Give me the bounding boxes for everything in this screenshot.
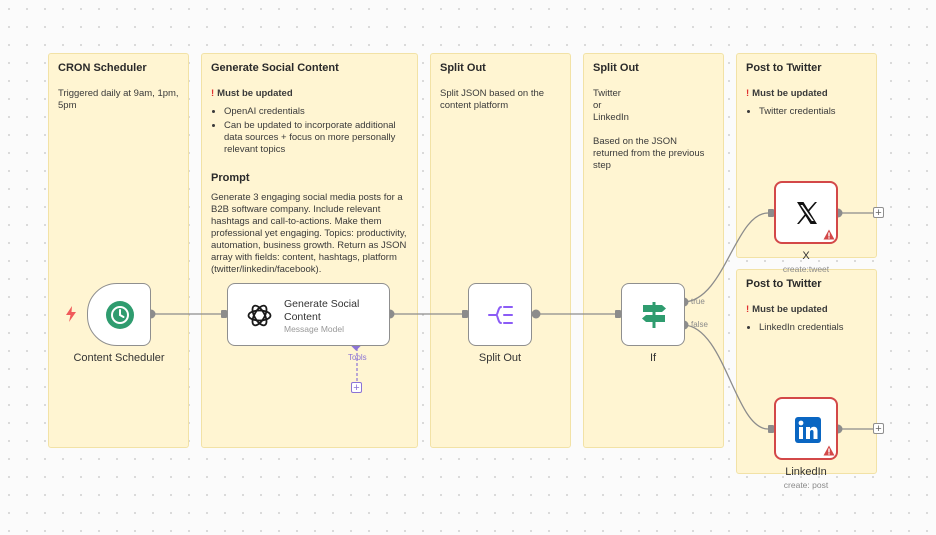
openai-icon — [246, 302, 273, 329]
error-warning-icon — [823, 229, 835, 240]
prompt-text: Generate 3 engaging social media posts for a B2B software company. Include relevant hashtags and call-to-actions. Make them professional yet engaging. Topics: productivity, automation, business growth. Return as JSON array with fields: content, hashtags, platform (twitter/linkedin/facebook). — [211, 192, 407, 275]
note-title: Post to Twitter — [746, 278, 822, 290]
add-tool-button[interactable]: + — [351, 382, 362, 393]
warning-icon: ! — [211, 88, 215, 99]
note-title: Post to Twitter — [746, 62, 822, 74]
split-out-icon — [487, 303, 515, 327]
note-if-split[interactable] — [583, 53, 724, 448]
list-item: • Twitter credentials — [759, 106, 867, 118]
note-title: Split Out — [593, 62, 639, 74]
node-split-out[interactable] — [468, 283, 532, 346]
clock-icon — [105, 300, 135, 330]
prompt-heading: Prompt — [211, 172, 250, 184]
list-item: • OpenAI credentials — [224, 106, 408, 118]
bullet-list — [211, 106, 408, 156]
node-label: Split Out — [478, 352, 522, 364]
error-warning-icon — [823, 445, 835, 456]
bullet-list — [746, 106, 867, 118]
note-text: Split JSON based on the content platform — [440, 88, 545, 111]
node-linkedin[interactable] — [774, 397, 838, 460]
node-label: LinkedIn — [785, 466, 827, 478]
x-logo-icon — [794, 200, 820, 226]
signpost-icon — [640, 300, 668, 330]
note-title: Generate Social Content — [211, 62, 339, 74]
node-generate-social-content[interactable] — [227, 283, 390, 346]
node-label: If — [649, 352, 657, 364]
add-node-button[interactable]: + — [873, 423, 884, 434]
warning-line: ! Must be updated — [746, 88, 828, 99]
warning-line: ! Must be updated — [746, 304, 828, 315]
note-split-out[interactable] — [430, 53, 571, 448]
node-if[interactable] — [621, 283, 685, 346]
warning-icon: ! — [746, 88, 750, 99]
node-title: Generate Social Content — [284, 298, 360, 323]
node-x[interactable] — [774, 181, 838, 244]
node-subtitle: Message Model — [284, 324, 345, 334]
warning-line: ! Must be updated — [211, 88, 293, 99]
add-node-button[interactable]: + — [873, 207, 884, 218]
note-text: Triggered daily at 9am, 1pm, 5pm — [58, 88, 179, 111]
node-sublabel: create: post — [783, 480, 829, 490]
list-item: • Can be updated to incorporate additional data sources + focus on more personally relevant topics — [224, 120, 408, 156]
note-text: LinkedIn — [593, 112, 629, 123]
false-branch-label: false — [691, 320, 708, 329]
warning-icon: ! — [746, 304, 750, 315]
note-text: Based on the JSON returned from the previous step — [593, 136, 705, 171]
note-generate-social-content[interactable] — [201, 53, 418, 448]
note-cron-scheduler[interactable] — [48, 53, 189, 448]
list-item: • LinkedIn credentials — [759, 322, 867, 334]
node-label: Content Scheduler — [73, 352, 165, 364]
trigger-bolt-icon — [65, 306, 77, 322]
node-content-scheduler[interactable] — [87, 283, 151, 346]
linkedin-logo-icon — [795, 417, 821, 443]
node-sublabel: create:tweet — [782, 264, 830, 274]
tools-port-label: Tools — [348, 353, 367, 362]
note-text: or — [593, 100, 602, 111]
note-title: Split Out — [440, 62, 486, 74]
bullet-list — [746, 322, 867, 334]
node-label: X — [802, 250, 810, 262]
note-title: CRON Scheduler — [58, 62, 147, 74]
note-text: Twitter — [593, 88, 621, 99]
true-branch-label: true — [691, 297, 705, 306]
